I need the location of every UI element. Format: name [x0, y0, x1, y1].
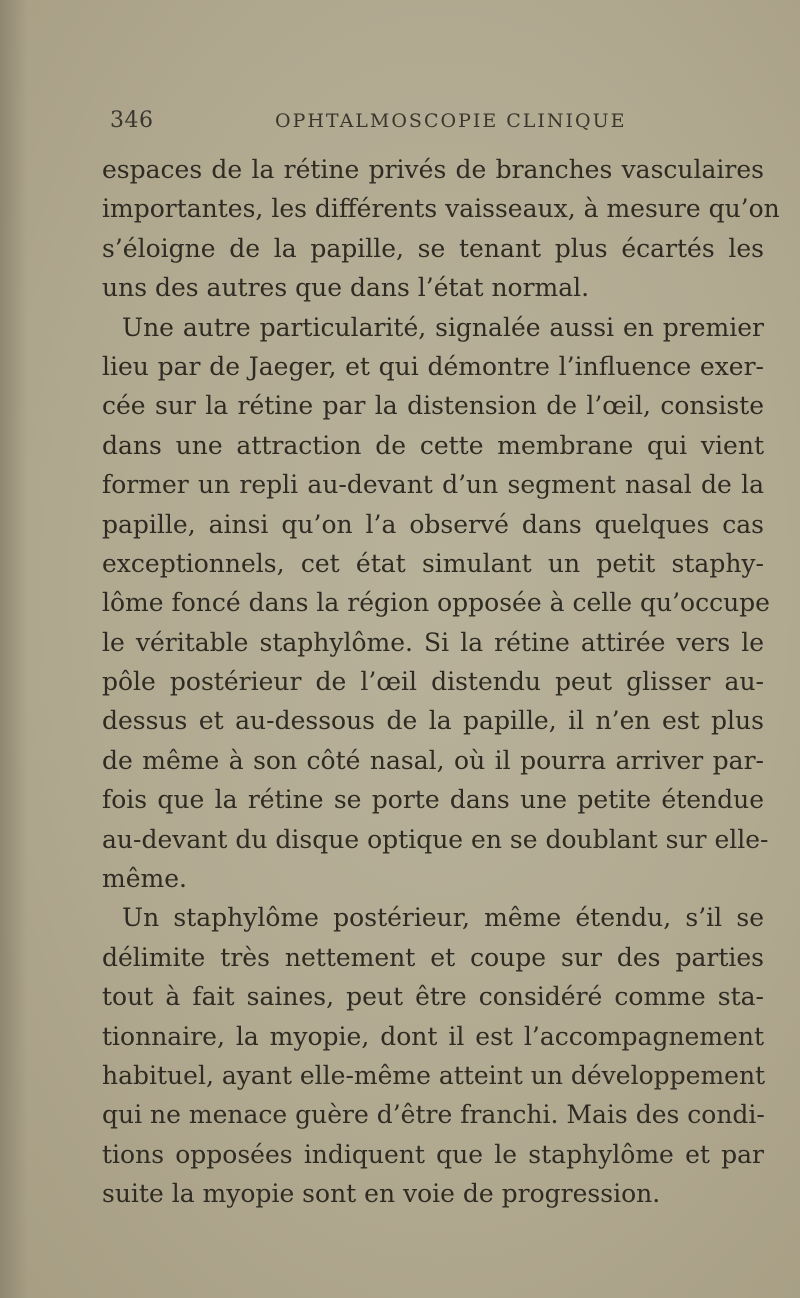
body-text	[102, 150, 780, 1214]
text-line: qui ne menace guère d’être franchi. Mais des condi-	[102, 1100, 765, 1130]
text-line: de même à son côté nasal, où il pourra arriver par-	[102, 745, 764, 775]
text-line: lôme foncé dans la région opposée à celle qu’occupe	[102, 588, 770, 618]
text-line: le véritable staphylôme. Si la rétine attirée vers le	[102, 627, 764, 657]
text-line: fois que la rétine se porte dans une petite étendue	[102, 785, 764, 815]
text-line: habituel, ayant elle-même atteint un développement	[102, 1060, 766, 1090]
text-line: cée sur la rétine par la distension de l’œil, consiste	[102, 391, 764, 421]
text-line: Une autre particularité, signalée aussi en premier	[122, 312, 764, 342]
text-line: exceptionnels, cet état simulant un petit staphy-	[102, 548, 764, 578]
text-line: importantes, les différents vaisseaux, à mesure qu’on	[102, 194, 780, 224]
text-line: délimite très nettement et coupe sur des parties	[102, 942, 764, 972]
text-line: espaces de la rétine privés de branches vasculaires	[102, 155, 764, 184]
running-head	[100, 108, 740, 138]
text-line: uns des autres que dans l’état normal.	[102, 273, 590, 303]
page-number: 346	[110, 108, 154, 133]
text-line: au-devant du disque optique en se doublant sur elle-	[102, 824, 769, 854]
text-line: tout à fait saines, peut être considéré comme sta-	[102, 982, 764, 1012]
text-line: suite la myopie sont en voie de progression.	[102, 1179, 661, 1209]
text-line: lieu par de Jaeger, et qui démontre l’influence exer-	[102, 351, 764, 381]
text-line: former un repli au-devant d’un segment nasal de la	[102, 470, 764, 500]
text-line: pôle postérieur de l’œil distendu peut glisser au-	[102, 667, 764, 697]
text-line: tionnaire, la myopie, dont il est l’accompagnement	[102, 1021, 764, 1051]
text-line: dessus et au-dessous de la papille, il n’en est plus	[102, 706, 764, 736]
text-line: s’éloigne de la papille, se tenant plus écartés les	[102, 233, 764, 263]
running-title: OPHTALMOSCOPIE CLINIQUE	[275, 110, 627, 132]
text-line: tions opposées indiquent que le staphylôme et par	[102, 1139, 764, 1169]
text-line: papille, ainsi qu’on l’a observé dans quelques cas	[102, 509, 764, 539]
text-line: même.	[102, 864, 187, 894]
text-line: Un staphylôme postérieur, même étendu, s’il se	[122, 903, 764, 933]
page-edge-shadow	[0, 0, 28, 1298]
text-line: dans une attraction de cette membrane qui vient	[102, 430, 764, 460]
